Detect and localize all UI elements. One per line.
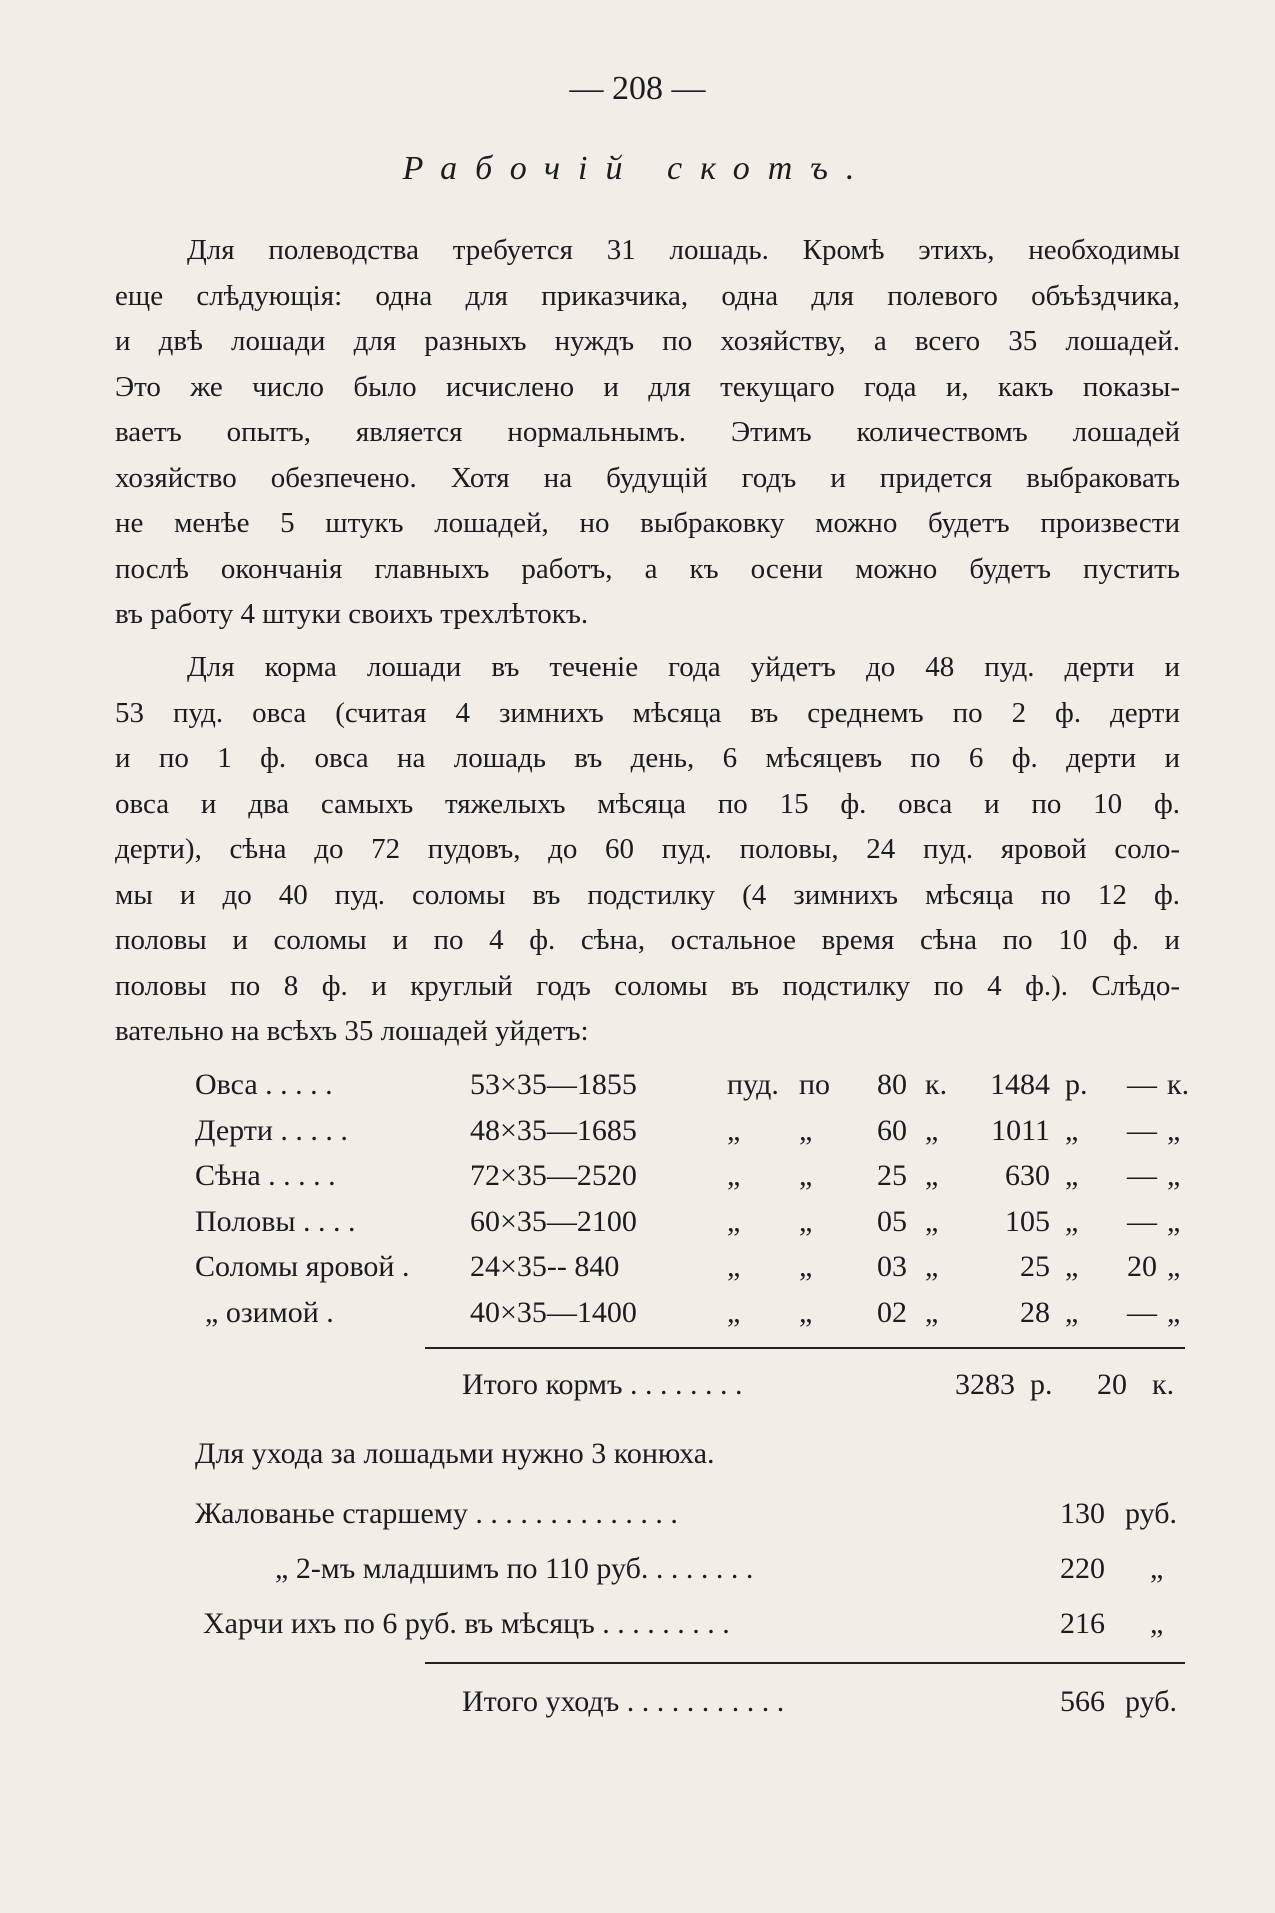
feed-kop: —: [1127, 1113, 1157, 1147]
text-line: половы по 8 ф. и круглый годъ соломы въ подстилку по 4 ф.). Слѣдо-: [115, 969, 1180, 1002]
feed-k: „: [925, 1204, 939, 1238]
feed-name: Сѣна . . . . .: [195, 1159, 336, 1192]
text-line: овса и два самыхъ тяжелыхъ мѣсяца по 15 ф. овса и по 10 ф.: [115, 787, 1180, 820]
feed-kk: „: [1167, 1113, 1181, 1147]
feed-po: „: [799, 1204, 813, 1238]
text-line: хозяйство обезпечено. Хотя на будущій годъ и придется выбраковать: [115, 461, 1180, 494]
feed-k: „: [925, 1295, 939, 1329]
feed-r: „: [1065, 1113, 1079, 1147]
feed-r: „: [1065, 1159, 1079, 1192]
feed-total-k: к.: [1152, 1368, 1175, 1401]
text-line: Для полеводства требуется 31 лошадь. Кромѣ этихъ, необходимы: [187, 234, 1180, 266]
feed-unit: „: [727, 1159, 741, 1192]
care-rule: [425, 1662, 1185, 1664]
feed-row: [195, 1114, 1185, 1154]
feed-name: „ озимой .: [205, 1295, 334, 1329]
feed-total-row: [462, 1368, 1187, 1408]
feed-kop: —: [1127, 1295, 1157, 1329]
care-row: [195, 1497, 1185, 1537]
text-line: Для корма лошади въ теченіе года уйдетъ до 48 пуд. дерти и: [187, 651, 1180, 683]
feed-po: „: [799, 1295, 813, 1329]
feed-po: по: [799, 1068, 831, 1101]
feed-kk: „: [1167, 1250, 1181, 1283]
feed-total-label: Итого кормъ . . . . . . . .: [462, 1368, 743, 1401]
feed-kop: 20: [1127, 1250, 1157, 1283]
care-total-value: 566: [1060, 1685, 1105, 1718]
feed-kop: —: [1127, 1204, 1157, 1238]
feed-rub: 28: [1020, 1295, 1050, 1329]
feed-name: Овса . . . . .: [195, 1068, 333, 1101]
care-unit: „: [1150, 1607, 1164, 1640]
text-line: 53 пуд. овса (считая 4 зимнихъ мѣсяца въ среднемъ по 2 ф. дерти: [115, 696, 1180, 729]
feed-k: „: [925, 1113, 939, 1147]
paragraph-2: [115, 645, 1180, 1055]
feed-kk: к.: [1167, 1068, 1190, 1101]
page-number: — 208 —: [569, 70, 706, 107]
feed-row: [195, 1296, 1185, 1336]
feed-calc: 48×35—1685: [470, 1113, 637, 1147]
text-line: мы и до 40 пуд. соломы въ подстилку (4 зимнихъ мѣсяца по 12 ф.: [115, 878, 1180, 911]
care-intro: Для ухода за лошадьми нужно 3 конюха.: [195, 1437, 715, 1470]
text-line: и по 1 ф. овса на лошадь въ день, 6 мѣсяцевъ по 6 ф. дерти и: [115, 742, 1180, 774]
text-line: дерти), сѣна до 72 пудовъ, до 60 пуд. половы, 24 пуд. яровой соло-: [115, 833, 1180, 865]
table-rule: [425, 1347, 1185, 1349]
care-value: 216: [1060, 1607, 1105, 1640]
feed-r: р.: [1065, 1068, 1088, 1101]
feed-price: 03: [877, 1250, 907, 1283]
feed-po: „: [799, 1113, 813, 1147]
feed-po: „: [799, 1250, 813, 1283]
feed-rub: 25: [1020, 1250, 1050, 1283]
feed-k: „: [925, 1159, 939, 1192]
feed-kk: „: [1167, 1159, 1181, 1192]
feed-price: 02: [877, 1295, 907, 1329]
feed-kk: „: [1167, 1295, 1181, 1329]
text-line: Это же число было исчислено и для текущаго года и, какъ показы-: [115, 370, 1180, 403]
text-line: послѣ окончанія главныхъ работъ, а къ осени можно будетъ пустить: [115, 552, 1180, 585]
feed-total-kop: 20: [1097, 1368, 1127, 1401]
text-line: еще слѣдующія: одна для приказчика, одна для полевого объѣздчика,: [115, 279, 1180, 312]
care-total-row: [462, 1685, 1187, 1725]
care-label: „ 2-мъ младшимъ по 110 руб. . . . . . . .: [275, 1552, 754, 1585]
care-unit: руб.: [1125, 1497, 1177, 1530]
feed-price: 80: [877, 1068, 907, 1101]
feed-calc: 53×35—1855: [470, 1068, 637, 1101]
feed-row: [195, 1068, 1190, 1108]
feed-row: [195, 1159, 1185, 1199]
care-total-unit: руб.: [1125, 1685, 1177, 1718]
feed-r: „: [1065, 1250, 1079, 1283]
feed-rub: 630: [1005, 1159, 1050, 1192]
care-row: [195, 1552, 1185, 1592]
feed-k: „: [925, 1250, 939, 1283]
feed-unit: „: [727, 1250, 741, 1283]
text-line: въ работу 4 штуки своихъ трехлѣтокъ.: [115, 598, 589, 630]
feed-po: „: [799, 1159, 813, 1192]
feed-r: „: [1065, 1204, 1079, 1238]
feed-calc: 24×35-- 840: [470, 1250, 620, 1283]
feed-kop: —: [1127, 1159, 1157, 1192]
care-label: Жалованье старшему . . . . . . . . . . . . . .: [195, 1497, 678, 1530]
feed-name: Дерти . . . . .: [195, 1113, 348, 1147]
feed-rub: 1011: [991, 1113, 1050, 1147]
section-heading: Рабочій скотъ.: [402, 150, 873, 187]
care-value: 130: [1060, 1497, 1105, 1530]
feed-name: Половы . . . .: [195, 1204, 356, 1238]
care-row: [195, 1607, 1185, 1647]
care-value: 220: [1060, 1552, 1105, 1585]
feed-calc: 72×35—2520: [470, 1159, 637, 1192]
text-line: и двѣ лошади для разныхъ нуждъ по хозяйству, а всего 35 лошадей.: [115, 325, 1180, 357]
feed-price: 05: [877, 1204, 907, 1238]
care-label: Харчи ихъ по 6 руб. въ мѣсяцъ . . . . . . . . .: [203, 1607, 730, 1640]
paragraph-1: [115, 228, 1180, 638]
feed-price: 25: [877, 1159, 907, 1192]
feed-total-r: р.: [1030, 1368, 1053, 1401]
text-line: ваетъ опытъ, является нормальнымъ. Этимъ количествомъ лошадей: [115, 416, 1180, 448]
text-line: половы и соломы и по 4 ф. сѣна, остальное время сѣна по 10 ф. и: [115, 924, 1180, 956]
feed-total-rub: 3283: [955, 1368, 1015, 1401]
feed-rub: 1484: [990, 1068, 1050, 1101]
feed-calc: 60×35—2100: [470, 1204, 637, 1238]
care-total-label: Итого уходъ . . . . . . . . . . .: [462, 1685, 785, 1718]
feed-kop: —: [1127, 1068, 1157, 1101]
care-unit: „: [1150, 1552, 1164, 1585]
feed-calc: 40×35—1400: [470, 1295, 637, 1329]
feed-unit: „: [727, 1295, 741, 1329]
feed-kk: „: [1167, 1204, 1181, 1238]
feed-row: [195, 1250, 1185, 1290]
text-line: не менѣе 5 штукъ лошадей, но выбраковку можно будетъ произвести: [115, 507, 1180, 539]
feed-unit: „: [727, 1113, 741, 1147]
feed-row: [195, 1205, 1185, 1245]
feed-name: Соломы яровой .: [195, 1250, 410, 1283]
feed-rub: 105: [1005, 1204, 1050, 1238]
feed-unit: „: [727, 1204, 741, 1238]
feed-r: „: [1065, 1295, 1079, 1329]
feed-price: 60: [877, 1113, 907, 1147]
feed-unit: пуд.: [727, 1068, 779, 1101]
feed-k: к.: [925, 1068, 948, 1101]
text-line: вательно на всѣхъ 35 лошадей уйдетъ:: [115, 1015, 589, 1047]
